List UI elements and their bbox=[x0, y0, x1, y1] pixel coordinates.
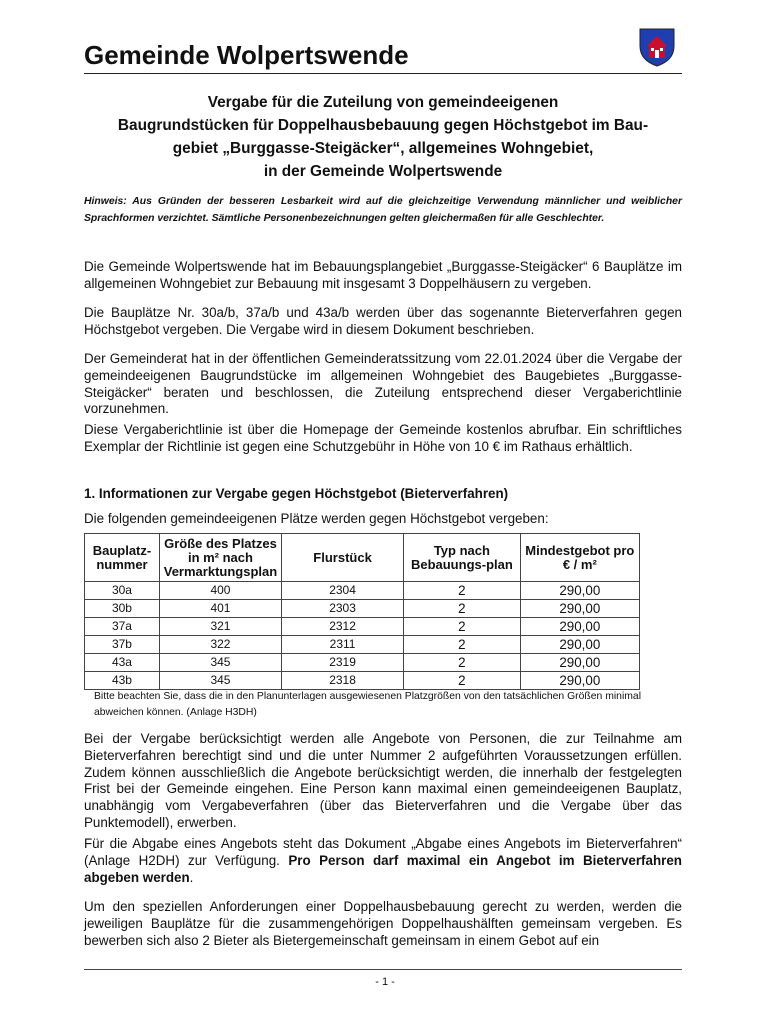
table-footnote: Bitte beachten Sie, dass die in den Planunterlagen ausgewiesenen Platzgrößen von den tatsächlichen Größen minimal abweichen können. (Anlage H3DH) bbox=[94, 691, 642, 718]
plot-number-cell: 37a bbox=[85, 618, 160, 636]
plan-type-cell: 2 bbox=[404, 672, 521, 690]
table-row bbox=[85, 618, 640, 636]
coat-of-arms-icon bbox=[636, 26, 678, 68]
column-header-size: Größe des Platzes in m² nach Vermarktungsplan bbox=[159, 534, 281, 582]
plan-type-cell: 2 bbox=[404, 618, 521, 636]
column-header-plot-number: Bauplatz-nummer bbox=[85, 534, 160, 582]
parcel-cell: 2311 bbox=[282, 636, 404, 654]
eligibility-paragraph: Bei der Vergabe berücksichtigt werden alle Angebote von Personen, die zur Teilnahme am Bieterverfahren berechtigt sind und die unter Nummer 2 aufgeführten Voraussetzungen erfüllen. Zudem können ausschließlich die Angebote berücksichtigt werden, die innerhalb der festgelegten Frist bei der Gemeinde eingehen. Eine Person kann maximal einen gemeindeeigenen Bauplatz, unabhängig vom Vergabeverfahren (über das Bieterverfahren und die Vergabe über das Punktemodell), erwerben. bbox=[84, 731, 682, 830]
page-number: - 1 - bbox=[375, 976, 395, 988]
section-1-heading: 1. Informationen zur Vergabe gegen Höchstgebot (Bieterverfahren) bbox=[84, 486, 509, 501]
min-bid-cell: 290,00 bbox=[520, 618, 639, 636]
plot-number-cell: 37b bbox=[85, 636, 160, 654]
min-bid-cell: 290,00 bbox=[520, 636, 639, 654]
bid-submission-text: Für die Abgabe eines Angebots steht das Dokument „Abgabe eines Angebots im Bieterverfahren“ (Anlage H2DH) zur Verfügung. bbox=[84, 836, 682, 868]
table-row bbox=[85, 600, 640, 618]
intro-paragraph-4: Diese Vergaberichtlinie ist über die Homepage der Gemeinde kostenlos abrufbar. Ein schriftliches Exemplar der Richtlinie ist gegen eine Schutzgebühr in Höhe von 10 € im Rathaus erhältlich. bbox=[84, 422, 682, 454]
page-header-title: Gemeinde Wolpertswende bbox=[84, 40, 409, 70]
building-plot-table bbox=[84, 533, 640, 690]
column-header-min-bid: Mindestgebot pro € / m² bbox=[520, 534, 639, 582]
plot-size-cell: 401 bbox=[159, 600, 281, 618]
plan-type-cell: 2 bbox=[404, 600, 521, 618]
column-header-plan-type: Typ nach Bebauungs-plan bbox=[404, 534, 521, 582]
plan-type-cell: 2 bbox=[404, 582, 521, 600]
bid-submission-paragraph bbox=[84, 836, 682, 886]
plan-type-cell: 2 bbox=[404, 636, 521, 654]
document-title-line-3: gebiet „Burggasse-Steigäcker“, allgemeines Wohngebiet, bbox=[172, 140, 594, 157]
table-row bbox=[85, 672, 640, 690]
gender-notice: Hinweis: Aus Gründen der besseren Lesbarkeit wird auf die gleichzeitige Verwendung männlicher und weiblicher Sprachformen verzichtet. Sämtliche Personenbezeichnungen gelten gleichermaßen für alle Geschlechter. bbox=[84, 196, 682, 224]
table-row bbox=[85, 582, 640, 600]
min-bid-cell: 290,00 bbox=[520, 672, 639, 690]
double-house-paragraph: Um den speziellen Anforderungen einer Doppelhausbebauung gerecht zu werden, werden die jeweiligen Bauplätze für die zusammengehörigen Doppelhaushälften gemeinsam vergeben. Es bewerben sich also 2 Bieter als Bietergemeinschaft gemeinsam in einem Gebot auf ein bbox=[84, 899, 682, 948]
intro-paragraph-2: Die Bauplätze Nr. 30a/b, 37a/b und 43a/b werden über das sogenannte Bieterverfahren gegen Höchstgebot vergeben. Die Vergabe wird in diesem Dokument beschrieben. bbox=[84, 305, 682, 337]
document-title-line-4: in der Gemeinde Wolpertswende bbox=[263, 163, 503, 180]
plot-number-cell: 43b bbox=[85, 672, 160, 690]
section-1-intro: Die folgenden gemeindeeigenen Plätze werden gegen Höchstgebot vergeben: bbox=[84, 511, 549, 526]
table-row bbox=[85, 636, 640, 654]
parcel-cell: 2312 bbox=[282, 618, 404, 636]
plot-number-cell: 30a bbox=[85, 582, 160, 600]
footer-divider bbox=[84, 969, 682, 970]
intro-paragraph-3: Der Gemeinderat hat in der öffentlichen Gemeinderatssitzung vom 22.01.2024 über die Vergabe der gemeindeeigenen Baugrundstücke im allgemeinen Wohngebiet des Baugebietes „Burggasse-Steigäcker“ beraten und beschlossen, die Zuteilung entsprechend dieser Vergaberichtlinie vorzunehmen. bbox=[84, 351, 682, 417]
document-title-line-1: Vergabe für die Zuteilung von gemeindeeigenen bbox=[207, 94, 559, 111]
parcel-cell: 2304 bbox=[282, 582, 404, 600]
plot-size-cell: 345 bbox=[159, 672, 281, 690]
plot-number-cell: 30b bbox=[85, 600, 160, 618]
plan-type-cell: 2 bbox=[404, 654, 521, 672]
min-bid-cell: 290,00 bbox=[520, 654, 639, 672]
plot-number-cell: 43a bbox=[85, 654, 160, 672]
intro-paragraph-1: Die Gemeinde Wolpertswende hat im Bebauungsplangebiet „Burggasse-Steigäcker“ 6 Bauplätze im allgemeinen Wohngebiet zur Bebauung mit insgesamt 3 Doppelhäusern zu vergeben. bbox=[84, 259, 682, 291]
column-header-parcel: Flurstück bbox=[282, 534, 404, 582]
bid-submission-end: . bbox=[189, 869, 194, 885]
min-bid-cell: 290,00 bbox=[520, 600, 639, 618]
parcel-cell: 2318 bbox=[282, 672, 404, 690]
plot-size-cell: 322 bbox=[159, 636, 281, 654]
document-title bbox=[84, 91, 682, 183]
plot-size-cell: 400 bbox=[159, 582, 281, 600]
plot-size-cell: 345 bbox=[159, 654, 281, 672]
min-bid-cell: 290,00 bbox=[520, 582, 639, 600]
parcel-cell: 2303 bbox=[282, 600, 404, 618]
parcel-cell: 2319 bbox=[282, 654, 404, 672]
table-row bbox=[85, 654, 640, 672]
table-header-row bbox=[85, 534, 640, 582]
header-divider bbox=[84, 73, 682, 74]
document-title-line-2: Baugrundstücken für Doppelhausbebauung gegen Höchstgebot im Bau- bbox=[117, 117, 649, 134]
plot-size-cell: 321 bbox=[159, 618, 281, 636]
bid-limit-emphasis: Pro Person darf maximal ein Angebot im Bieterverfahren abgeben werden bbox=[84, 852, 682, 885]
